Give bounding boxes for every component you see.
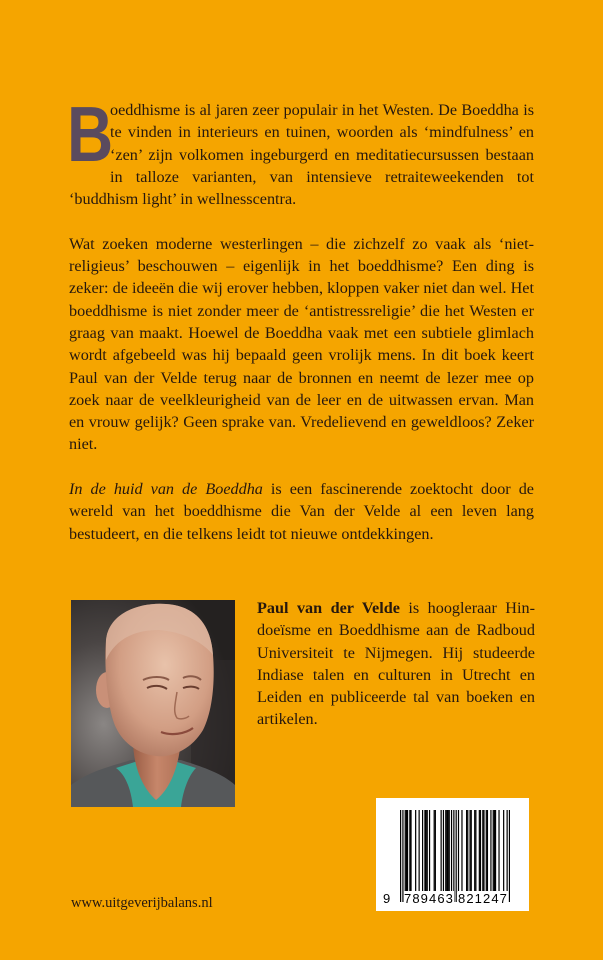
author-bio-text: is hoogleraar Hindoeïsme en Boeddhisme aan de Radboud Universiteit te Nijmegen. Hij studeerde Indiase talen en culturen in Utrecht en Leiden en publiceerde tal van boeken en artikelen.	[257, 599, 535, 729]
blurb-paragraph-3	[69, 478, 534, 545]
author-name: Paul van der Velde	[257, 599, 400, 617]
drop-cap-letter: B	[67, 90, 114, 178]
back-cover-blurb	[67, 90, 534, 567]
book-title-italic: In de huid van de Boeddha	[69, 480, 263, 499]
barcode-digits-right: 821247	[458, 891, 508, 906]
barcode-digits	[376, 891, 529, 907]
blurb-paragraph-1-text: oeddhisme is al jaren zeer populair in het Westen. De Boeddha is te vinden in interieurs en tuinen, woorden als ‘mindfulness’ en ‘zen’ zijn volkomen ingeburgerd en meditatiecursussen bestaan in talloze varianten, van intensieve retraiteweekenden tot ‘buddhism light’ in wellnesscentra.	[69, 101, 534, 209]
barcode-bars	[400, 810, 510, 902]
author-portrait-illustration	[71, 600, 235, 807]
barcode-digit-first: 9	[383, 891, 392, 906]
isbn-barcode	[376, 798, 529, 911]
barcode-digits-left: 789463	[404, 891, 454, 906]
author-photo	[71, 600, 235, 807]
blurb-paragraph-1	[67, 90, 534, 210]
publisher-website-link[interactable]: www.uitgeverijbalans.nl	[71, 895, 213, 911]
blurb-paragraph-3-text: is een fascinerende zoektocht door de wereld van het boeddhisme die Van der Velde al een leven lang bestudeert, en die telkens leidt tot nieuwe ontdekkingen.	[69, 480, 534, 543]
blurb-paragraph-2: Wat zoeken moderne westerlingen – die zichzelf zo vaak als ‘niet-religieus’ beschouwen – eigenlijk in het boeddhisme? Een ding is zeker: de ideeën die wij erover hebben, kloppen vaker niet dan wel. Het boeddhisme is niet zonder meer de ‘antistressreligie’ die het Westen er graag van maakt. Hoewel de Boeddha vaak met een subtiele glimlach wordt afgebeeld was hij bepaald geen vrolijk mens. In dit boek keert Paul van der Velde terug naar de bronnen en neemt de lezer mee op zoek naar de veelkleurigheid van de leer en de uitwassen ervan. Man en vrouw gelijk? Geen sprake van. Vredelievend en geweldloos? Zeker niet.	[69, 234, 534, 454]
author-bio	[257, 597, 535, 731]
